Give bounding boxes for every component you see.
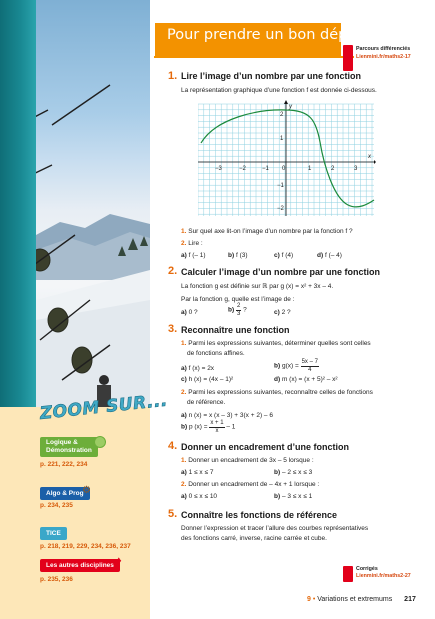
- section2-b: b) $\frac{2}{3}$ ?: [228, 303, 247, 317]
- x-axis-label: x: [368, 154, 371, 160]
- x-tick: −3: [215, 166, 222, 172]
- section1-item-b: b) f (3): [228, 252, 248, 259]
- section3-b: b) g(x) = $\frac{5x - 7}{4}$: [274, 359, 318, 373]
- section3-q1b: de fonctions affines.: [187, 350, 245, 357]
- pages-tice: p. 218, 219, 229, 234, 236, 237: [40, 543, 131, 550]
- section5-line1: Donner l’expression et tracer l’allure des courbes représentatives: [181, 525, 369, 532]
- page-header: [155, 23, 368, 57]
- section4-number: 4.: [168, 440, 178, 452]
- section4-b: b) – 2 ≤ x ≤ 3: [274, 469, 313, 476]
- section4-d: b) – 3 ≤ x ≤ 1: [274, 493, 313, 500]
- section1-q2: 2. Lire :: [181, 240, 203, 247]
- y-tick: −2: [277, 206, 284, 212]
- section5-title: Connaître les fonctions de référence: [181, 510, 338, 520]
- section3-f: b) p (x) = $\frac{x + 1}{x}$ – 1: [181, 420, 236, 434]
- section4-title: Donner un encadrement d’une fonction: [181, 442, 350, 452]
- section1-item-d: d) f (– 4): [317, 252, 342, 259]
- parcours-link[interactable]: Lienmini.fr/maths2-17: [356, 54, 411, 60]
- section2-ask: Par la fonction g, quelle est l’image de :: [181, 296, 295, 303]
- y-tick: 2: [280, 112, 284, 118]
- tag-tice[interactable]: TICE: [40, 527, 67, 540]
- x-tick: 3: [354, 166, 358, 172]
- page-footer: 9 • Variations et extremums 217: [307, 596, 416, 603]
- section4-q2: 2. Donner un encadrement de – 4x + 1 lorsque :: [181, 481, 320, 488]
- logique-icon: [94, 436, 106, 448]
- corriges-title: Corrigés: [356, 566, 378, 572]
- corriges-badge-icon: [343, 566, 353, 582]
- section4-q1: 1. Donner un encadrement de 3x – 5 lorsque :: [181, 457, 314, 464]
- section1-item-c: c) f (4): [274, 252, 294, 259]
- tag-logique[interactable]: Logique & Démonstration: [40, 437, 98, 457]
- tag-algo[interactable]: Algo & Prog: [40, 487, 90, 500]
- parcours-badge-icon: [343, 45, 353, 71]
- section3-a: a) f (x) = 2x: [181, 365, 215, 372]
- section3-number: 3.: [168, 323, 178, 335]
- section1-title: Lire l’image d’un nombre par une fonction: [181, 71, 362, 81]
- section3-c: c) h (x) = (4x – 1)²: [181, 376, 234, 383]
- section2-number: 2.: [168, 265, 178, 277]
- corriges-link[interactable]: Lienmini.fr/maths2-27: [356, 573, 411, 579]
- x-tick: −2: [239, 166, 246, 172]
- section3-d: d) m (x) = (x + 5)² – x²: [274, 376, 338, 383]
- section1-item-a: a) f (– 1): [181, 252, 206, 259]
- section3-q2b: de référence.: [187, 399, 226, 406]
- tag-disciplines[interactable]: Les autres disciplines: [40, 559, 120, 572]
- page-number: 217: [404, 596, 416, 603]
- parcours-title: Parcours différenciés: [356, 46, 411, 52]
- section5-number: 5.: [168, 508, 178, 520]
- section4-a: a) 1 ≤ x ≤ 7: [181, 469, 214, 476]
- section5-line2: des fonctions carré, inverse, racine carrée et cube.: [181, 535, 327, 542]
- x-tick: 0: [282, 166, 286, 172]
- y-tick: 1: [280, 136, 284, 142]
- pages-logique: p. 221, 222, 234: [40, 461, 88, 468]
- page-title: Pour prendre un bon départ: [167, 27, 368, 43]
- x-tick: 1: [308, 166, 312, 172]
- section4-c: a) 0 ≤ x ≤ 10: [181, 493, 218, 500]
- section1-q1: 1. Sur quel axe lit-on l’image d’un nombre par la fonction f ?: [181, 228, 353, 235]
- section2-title: Calculer l’image d’un nombre par une fonction: [181, 267, 381, 277]
- section1-intro: La représentation graphique d’une fonction f est donnée ci-dessous.: [181, 87, 377, 94]
- x-tick: −1: [262, 166, 269, 172]
- section3-q1: 1. Parmi les expressions suivantes, déterminer quelles sont celles: [181, 340, 371, 347]
- section3-q2: 2. Parmi les expressions suivantes, reconnaître celles de fonctions: [181, 389, 373, 396]
- section2-def: La fonction g est définie sur ℝ par g (x) = x² + 3x – 4.: [181, 283, 334, 290]
- function-graph: [198, 100, 376, 218]
- section2-c: c) 2 ?: [274, 309, 291, 316]
- section3-e: a) n (x) = x (x – 3) + 3(x + 2) – 6: [181, 412, 273, 419]
- pages-algo: p. 234, 235: [40, 502, 73, 509]
- section3-title: Reconnaître une fonction: [181, 325, 290, 335]
- disciplines-icon: ♦: [116, 555, 122, 567]
- x-tick: 2: [331, 166, 335, 172]
- y-axis-label: y: [289, 104, 292, 110]
- algo-icon: ⚙: [82, 485, 91, 496]
- pages-disciplines: p. 235, 236: [40, 576, 73, 583]
- y-tick: −1: [277, 183, 284, 189]
- zoom-title: ZOOM SUR...: [38, 390, 169, 424]
- section1-number: 1.: [168, 70, 178, 82]
- section2-a: a) 0 ?: [181, 309, 198, 316]
